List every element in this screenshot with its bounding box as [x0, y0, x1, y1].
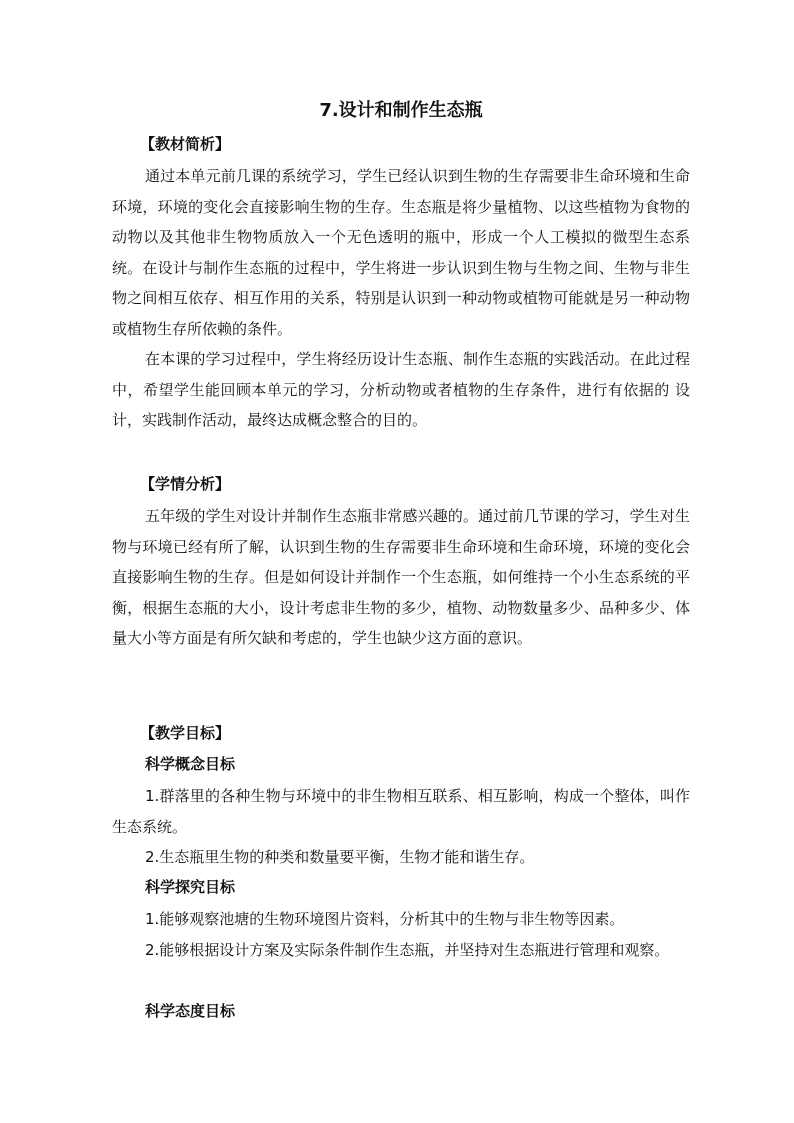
goal-item: 2.生态瓶里生物的种类和数量要平衡，生物才能和谐生存。: [145, 848, 535, 866]
subheading-science-attitude: 科学态度目标: [145, 1002, 236, 1020]
paragraph: 在本课的学习过程中，学生将经历设计生态瓶、制作生态瓶的实践活动。在此过程中，希望学生能回顾本单元的学习，分析动物或者植物的生存条件，进行有依据的 设计，实践制作活动，最终达成概念整合的目的。: [112, 350, 690, 429]
goal-item: 1.能够观察池塘的生物环境图片资料，分析其中的生物与非生物等因素。: [145, 910, 625, 928]
section-heading-textbook-analysis: 【教材简析】: [140, 135, 231, 153]
goal-item: 2.能够根据设计方案及实际条件制作生态瓶，并坚持对生态瓶进行管理和观察。: [145, 941, 670, 959]
section-heading-teaching-goals: 【教学目标】: [140, 724, 231, 742]
paragraph: 通过本单元前几课的系统学习，学生已经认识到生物的生存需要非生命环境和生命环境，环境的变化会直接影响生物的生存。生态瓶是将少量植物、以这些植物为食物的动物以及其他非生物物质放入一个无色透明的瓶中，形成一个人工模拟的微型生态系统。在设计与制作生态瓶的过程中，学生将进一步认识到生物与生物之间、生物与非生物之间相互依存、相互作用的关系，特别是认识到一种动物或植物可能就是另一种动物或植物生存所依赖的条件。: [112, 167, 690, 338]
paragraph: 五年级的学生对设计并制作生态瓶非常感兴趣的。通过前几节课的学习，学生对生物与环境已经有所了解，认识到生物的生存需要非生命环境和生命环境，环境的变化会直接影响生物的生存。但是如何设计并制作一个生态瓶，如何维持一个小生态系统的平衡，根据生态瓶的大小，设计考虑非生物的多少，植物、动物数量多少、品种多少、体量大小等方面是有所欠缺和考虑的，学生也缺少这方面的意识。: [112, 507, 690, 647]
goal-item: 1.群落里的各种生物与环境中的非生物相互联系、相互影响，构成一个整体，叫作生态系统。: [112, 787, 690, 836]
subheading-science-concept: 科学概念目标: [145, 755, 236, 773]
section-heading-student-analysis: 【学情分析】: [140, 475, 231, 493]
subheading-science-inquiry: 科学探究目标: [145, 878, 236, 896]
document-title: 7.设计和制作生态瓶: [319, 100, 483, 121]
